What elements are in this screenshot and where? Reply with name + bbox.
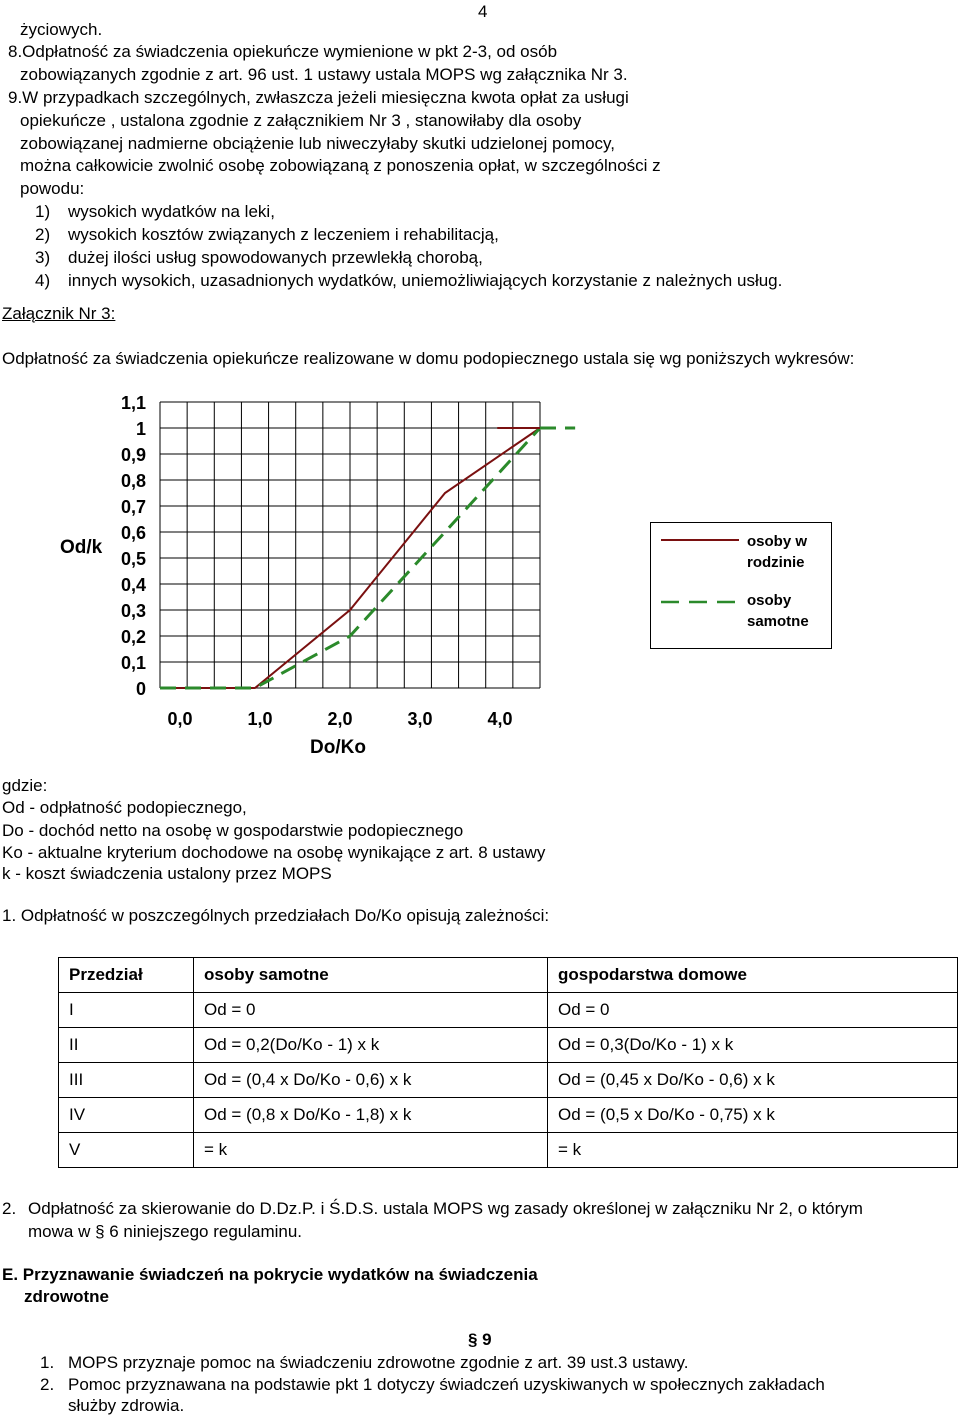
intro-line-0: życiowych. xyxy=(20,20,103,39)
definitions-title: gdzie: xyxy=(2,776,48,795)
table-cell: III xyxy=(59,1063,194,1098)
table-row xyxy=(59,1063,958,1098)
annex-intro: Odpłatność za świadczenia opiekuńcze realizowane w domu podopiecznego ustala się wg poniższych wykresów: xyxy=(2,349,855,368)
p9-item-2-number: 2. xyxy=(40,1375,55,1394)
table-cell: Od = (0,45 x Do/Ko - 0,6) x k xyxy=(548,1063,958,1098)
p9-item-1-number: 1. xyxy=(40,1353,55,1372)
table-cell: Od = (0,8 x Do/Ko - 1,8) x k xyxy=(194,1098,548,1133)
reason-1-text: wysokich wydatków na leki, xyxy=(68,202,275,221)
reason-4-text: innych wysokich, uzasadnionych wydatków, uniemożliwiających korzystanie z należnych usług. xyxy=(68,271,783,290)
p9-item-2-line-1: Pomoc przyznawana na podstawie pkt 1 dotyczy świadczeń uzyskiwanych w społecznych zakładach xyxy=(68,1375,825,1394)
p9-item-1: MOPS przyznaje pomoc na świadczeniu zdrowotne zgodnie z art. 39 ust.3 ustawy. xyxy=(68,1353,689,1372)
y-tick-label: 0,7 xyxy=(120,497,146,517)
chart-grid xyxy=(160,402,540,688)
reason-1-number: 1) xyxy=(35,202,51,221)
definition-od: Od - odpłatność podopiecznego, xyxy=(2,798,247,817)
legend-label-samotne-2: samotne xyxy=(747,613,809,630)
legend-label-rodzinie-1: osoby w xyxy=(747,533,808,550)
y-tick-label: 1 xyxy=(135,419,146,439)
payment-table xyxy=(58,957,958,1168)
table-cell: Od = (0,4 x Do/Ko - 0,6) x k xyxy=(194,1063,548,1098)
payment-chart xyxy=(0,380,640,770)
table-row xyxy=(59,993,958,1028)
page-number: 4 xyxy=(478,2,488,21)
item-1: 1. Odpłatność w poszczególnych przedziałach Do/Ko opisują zależności: xyxy=(2,906,550,925)
table-header-cell: Przedział xyxy=(59,958,194,993)
reason-3-number: 3) xyxy=(35,248,51,267)
x-axis-label: Do/Ko xyxy=(310,737,366,758)
table-header-cell: osoby samotne xyxy=(194,958,548,993)
item-9-line-5: powodu: xyxy=(20,179,85,198)
y-tick-label: 1,1 xyxy=(120,393,146,413)
table-header-cell: gospodarstwa domowe xyxy=(548,958,958,993)
section-e-heading-1: E. Przyznawanie świadczeń na pokrycie wydatków na świadczenia xyxy=(2,1265,538,1284)
y-tick-label: 0,1 xyxy=(120,653,146,673)
table-cell: Od = 0 xyxy=(194,993,548,1028)
table-cell: Od = 0 xyxy=(548,993,958,1028)
y-tick-label: 0,5 xyxy=(120,549,146,569)
p9-item-2-line-2: służby zdrowia. xyxy=(68,1396,185,1415)
table-cell: = k xyxy=(548,1133,958,1168)
chart-ticks xyxy=(121,393,513,729)
item-9-line-2: opiekuńcze , ustalona zgodnie z załącznikiem Nr 3 , stanowiłaby dla osoby xyxy=(20,111,582,130)
reason-4-number: 4) xyxy=(35,271,51,290)
item-8-line-1: 8.Odpłatność za świadczenia opiekuńcze wymienione w pkt 2-3, od osób xyxy=(8,42,558,61)
reason-3-text: dużej ilości usług spowodowanych przewlekłą chorobą, xyxy=(68,248,483,267)
item-9-line-3: zobowiązanej nadmierne obciążenie lub niweczyłaby skutki udzielonej pomocy, xyxy=(20,134,616,153)
table-cell: Od = 0,3(Do/Ko - 1) x k xyxy=(548,1028,958,1063)
y-axis-label: Od/k xyxy=(60,537,103,558)
y-tick-label: 0 xyxy=(135,679,146,699)
section-e-heading-2: zdrowotne xyxy=(24,1287,109,1306)
x-tick-label: 0,0 xyxy=(167,709,193,729)
table-cell: II xyxy=(59,1028,194,1063)
y-tick-label: 0,3 xyxy=(120,601,146,621)
table-cell: IV xyxy=(59,1098,194,1133)
y-tick-label: 0,4 xyxy=(120,575,146,595)
y-tick-label: 0,9 xyxy=(120,445,146,465)
table-cell: V xyxy=(59,1133,194,1168)
item-2-number: 2. xyxy=(2,1199,17,1218)
x-tick-label: 1,0 xyxy=(247,709,273,729)
table-row xyxy=(59,1133,958,1168)
item-9-line-4: można całkowicie zwolnić osobę zobowiązaną z ponoszenia opłat, w szczególności z xyxy=(20,156,661,175)
table-header-row xyxy=(59,958,958,993)
item-2-line-2: mowa w § 6 niniejszego regulaminu. xyxy=(28,1222,303,1241)
item-2-line-1: Odpłatność za skierowanie do D.Dz.P. i Ś.D.S. ustala MOPS wg zasady określonej w załączniku Nr 2, o którym xyxy=(28,1199,863,1218)
chart-legend xyxy=(650,522,832,649)
legend-label-samotne-1: osoby xyxy=(747,592,792,609)
paragraph-9-heading: § 9 xyxy=(468,1330,492,1349)
y-tick-label: 0,2 xyxy=(120,627,146,647)
y-tick-label: 0,6 xyxy=(120,523,146,543)
table-row xyxy=(59,1028,958,1063)
y-tick-label: 0,8 xyxy=(120,471,146,491)
table-cell: Od = (0,5 x Do/Ko - 0,75) x k xyxy=(548,1098,958,1133)
legend-label-rodzinie-2: rodzinie xyxy=(747,554,805,571)
table-cell: Od = 0,2(Do/Ko - 1) x k xyxy=(194,1028,548,1063)
reason-2-text: wysokich kosztów związanych z leczeniem i rehabilitacją, xyxy=(68,225,499,244)
table-cell: = k xyxy=(194,1133,548,1168)
definition-do: Do - dochód netto na osobę w gospodarstwie podopiecznego xyxy=(2,821,464,840)
item-8-line-2: zobowiązanych zgodnie z art. 96 ust. 1 ustawy ustala MOPS wg załącznika Nr 3. xyxy=(20,65,628,84)
table-row xyxy=(59,1098,958,1133)
x-tick-label: 4,0 xyxy=(487,709,513,729)
x-tick-label: 2,0 xyxy=(327,709,353,729)
item-9-line-1: 9.W przypadkach szczególnych, zwłaszcza jeżeli miesięczna kwota opłat za usługi xyxy=(8,88,629,107)
definition-k: k - koszt świadczenia ustalony przez MOPS xyxy=(2,864,332,883)
reason-2-number: 2) xyxy=(35,225,51,244)
table-cell: I xyxy=(59,993,194,1028)
annex-heading: Załącznik Nr 3: xyxy=(2,304,116,323)
definition-ko: Ko - aktualne kryterium dochodowe na osobę wynikające z art. 8 ustawy xyxy=(2,843,546,862)
x-tick-label: 3,0 xyxy=(407,709,433,729)
